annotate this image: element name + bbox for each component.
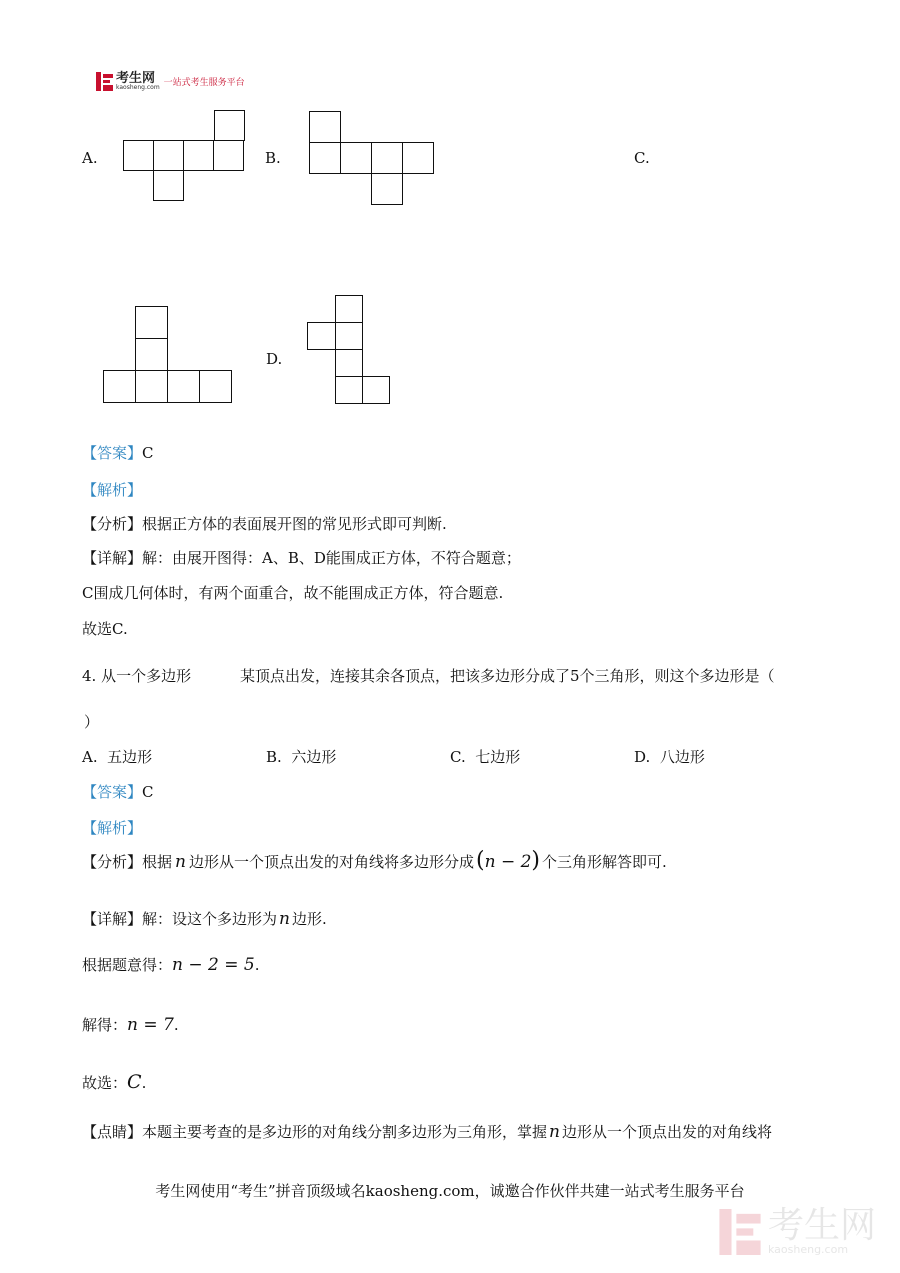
net-square — [135, 306, 168, 339]
fenxi-tag: 【分析】 — [82, 515, 143, 533]
option-letter: B. — [266, 748, 282, 766]
net-square — [371, 173, 403, 205]
q4-option-b — [266, 746, 336, 767]
option-letter: A. — [82, 748, 98, 766]
watermark — [718, 1205, 876, 1256]
cube-net-a — [123, 110, 244, 201]
q3-detail-line2: C围成几何体时，有两个面重合，故不能围成正方体，符合题意. — [82, 584, 504, 602]
option-d-label: D. — [266, 350, 283, 368]
net-square — [135, 338, 168, 371]
detail-tag: 【详解】 — [82, 549, 143, 567]
left-paren: ( — [476, 848, 485, 873]
q4-stem-part2: 某顶点出发，连接其余各顶点，把该多边形分成了5个三角形，则这个多边形是（ — [240, 667, 775, 685]
dianjing-tag: 【点睛】 — [82, 1123, 143, 1141]
detail-variable: n — [279, 909, 290, 929]
step3-formula: C — [127, 1071, 142, 1093]
step1-label: 根据题意得： — [82, 956, 173, 974]
q3-detail-line1 — [82, 547, 521, 568]
dianjing-variable: n — [549, 1122, 560, 1142]
fenxi-text-b: 边形从一个顶点出发的对角线将多边形分成 — [188, 853, 474, 871]
kaosheng-logo-icon — [96, 72, 113, 91]
net-square — [340, 142, 372, 174]
q4-step3 — [82, 1071, 146, 1093]
detail-text-a: 解：设这个多边形为 — [142, 910, 278, 928]
page-footer: 考生网使用“考生”拼音顶级域名kaosheng.com，诚邀合作伙伴共建一站式考生服务平台 — [155, 1182, 745, 1200]
q4-detail — [82, 908, 327, 929]
net-square — [335, 295, 363, 323]
q4-step1 — [82, 954, 259, 975]
step3-period: . — [141, 1074, 147, 1092]
net-square — [153, 170, 184, 201]
cube-net-c — [103, 306, 232, 402]
q4-option-a — [82, 746, 152, 767]
answer-tag: 【答案】 — [82, 783, 143, 801]
q3-analysis-tag: 【解析】 — [82, 481, 143, 499]
option-c-label: C. — [634, 149, 650, 167]
option-b-label: B. — [265, 149, 281, 167]
option-text: 六边形 — [291, 748, 337, 766]
q4-fenxi — [82, 848, 667, 873]
net-square — [362, 376, 390, 404]
detail-text: 解：由展开图得：A、B、D能围成正方体，不符合题意； — [142, 549, 521, 567]
q4-answer — [82, 781, 154, 802]
step2-label: 解得： — [82, 1016, 128, 1034]
logo-name: 考生网 — [116, 71, 156, 86]
answer-tag: 【答案】 — [82, 444, 143, 462]
net-square — [309, 111, 341, 143]
dianjing-text-a: 本题主要考查的是多边形的对角线分割多边形为三角形，掌握 — [142, 1123, 548, 1141]
logo-slogan: 一站式考生服务平台 — [163, 78, 245, 88]
q4-analysis-tag: 【解析】 — [82, 819, 143, 837]
net-square — [213, 140, 244, 171]
fenxi-text: 根据正方体的表面展开图的常见形式即可判断. — [142, 515, 447, 533]
option-letter: D. — [634, 748, 651, 766]
cube-net-b — [309, 111, 433, 204]
dianjing-text-b: 边形从一个顶点出发的对角线将 — [561, 1123, 772, 1141]
detail-tag: 【详解】 — [82, 910, 143, 928]
net-square — [167, 370, 200, 403]
watermark-logo-icon — [718, 1209, 762, 1255]
net-square — [135, 370, 168, 403]
net-square — [123, 140, 154, 171]
net-square — [153, 140, 184, 171]
option-text: 五边形 — [107, 748, 153, 766]
step2-formula: n = 7 — [127, 1015, 174, 1035]
q3-fenxi — [82, 513, 447, 534]
logo-domain: kaosheng.com — [116, 84, 160, 91]
answer-value: C — [142, 783, 154, 801]
step1-period: . — [254, 956, 260, 974]
step1-formula: n − 2 = 5 — [172, 955, 255, 975]
net-square — [214, 110, 245, 141]
fenxi-tag: 【分析】 — [82, 853, 143, 871]
fenxi-text-c: 个三角形解答即可. — [542, 853, 667, 871]
cube-net-d — [307, 295, 391, 405]
net-square — [335, 322, 363, 350]
answer-value: C — [142, 444, 154, 462]
right-paren: ) — [531, 848, 541, 873]
q4-stem-part3: ） — [84, 713, 100, 731]
net-square — [402, 142, 434, 174]
net-square — [307, 322, 336, 350]
option-text: 八边形 — [659, 748, 705, 766]
q3-answer — [82, 442, 154, 463]
option-a-label: A. — [82, 149, 98, 167]
fenxi-formula: n − 2 — [484, 852, 532, 872]
q4-step2 — [82, 1014, 179, 1035]
fenxi-variable: n — [175, 852, 186, 872]
option-text: 七边形 — [475, 748, 521, 766]
net-square — [183, 140, 214, 171]
net-square — [309, 142, 341, 174]
q4-dianjing — [82, 1121, 772, 1142]
option-letter: C. — [450, 748, 466, 766]
fenxi-formula-group — [476, 848, 540, 873]
header-logo — [96, 72, 245, 91]
detail-text-b: 边形. — [291, 910, 327, 928]
q4-stem-part1: 4. 从一个多边形 — [82, 667, 192, 685]
q3-conclusion: 故选C. — [82, 620, 128, 638]
watermark-name: 考生网 — [767, 1205, 876, 1246]
fenxi-text-a: 根据 — [142, 853, 173, 871]
q4-option-c — [450, 746, 520, 767]
net-square — [371, 142, 403, 174]
q4-option-d — [634, 746, 705, 767]
step2-period: . — [173, 1016, 179, 1034]
net-square — [199, 370, 232, 403]
net-square — [335, 376, 363, 404]
net-square — [103, 370, 136, 403]
step3-label: 故选： — [82, 1074, 128, 1092]
net-square — [335, 349, 363, 377]
watermark-domain: kaosheng.com — [767, 1243, 849, 1256]
